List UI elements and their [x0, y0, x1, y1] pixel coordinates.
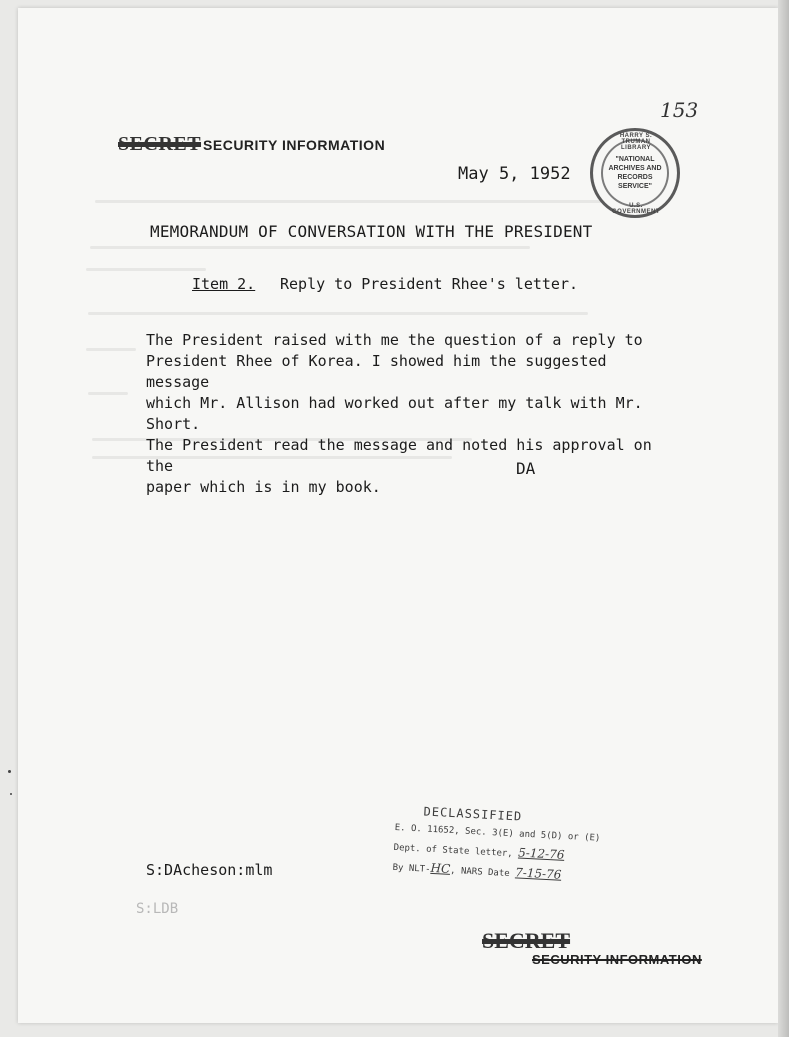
signature-initials: DA — [516, 459, 536, 478]
struck-secret-bottom: SECRET — [482, 928, 571, 953]
item-label: Item 2. — [192, 275, 256, 293]
paper-speck — [10, 793, 12, 795]
seal-line: SERVICE" — [618, 183, 652, 190]
declass-nars-line: By NLT-HC, NARS Date 7-15-76 — [392, 860, 562, 882]
faint-initials: S:LDB — [136, 901, 179, 917]
security-information-text: SECURITY INFORMATION — [203, 137, 386, 153]
handwritten-nars-date: 7-15-76 — [514, 865, 562, 882]
item-subject: Reply to President Rhee's letter. — [280, 275, 579, 293]
declassified-title: DECLASSIFIED — [423, 804, 523, 824]
seal-ring-bottom-text: U.S. GOVERNMENT — [611, 203, 660, 215]
bleed-through-line — [90, 246, 530, 249]
memo-title: MEMORANDUM OF CONVERSATION WITH THE PRESIDENT — [150, 222, 593, 241]
page-number: 153 — [660, 98, 699, 122]
security-information-bottom: SECURITY INFORMATION — [532, 952, 702, 967]
seal-line: "NATIONAL — [615, 156, 655, 163]
declassification-stamp — [392, 803, 615, 884]
bleed-through-line — [86, 268, 206, 271]
handwritten-letter-date: 5-12-76 — [517, 845, 565, 862]
memo-date: May 5, 1952 — [458, 164, 571, 184]
bleed-through-line — [88, 392, 128, 395]
handwritten-initials: HC — [430, 860, 451, 876]
seal-ring-top-text: HARRY S. TRUMAN LIBRARY — [619, 133, 653, 151]
classification-stamp-top — [118, 133, 385, 156]
memo-body: The President raised with me the question of a reply to President Rhee of Korea. I showed him the suggested message which Mr. Allison had worked out after my talk with Mr. Short. The President read the message and noted his approval on the paper which is in my book. — [146, 331, 652, 496]
paper-speck — [8, 770, 11, 773]
seal-line: RECORDS — [617, 174, 653, 181]
declass-authority-line: E. O. 11652, Sec. 3(E) and 5(D) or (E) — [394, 822, 601, 844]
page-edge — [778, 0, 789, 1037]
struck-secret-text: SECRET — [118, 133, 202, 155]
seal-line: ARCHIVES AND — [608, 165, 662, 172]
bleed-through-line — [86, 348, 136, 351]
archive-seal-stamp — [590, 128, 680, 218]
typist-initials: S:DAcheson:mlm — [146, 861, 273, 879]
bleed-through-line — [95, 200, 615, 203]
bleed-through-line — [88, 312, 588, 315]
declass-letter-line: Dept. of State letter, 5-12-76 — [393, 842, 565, 862]
